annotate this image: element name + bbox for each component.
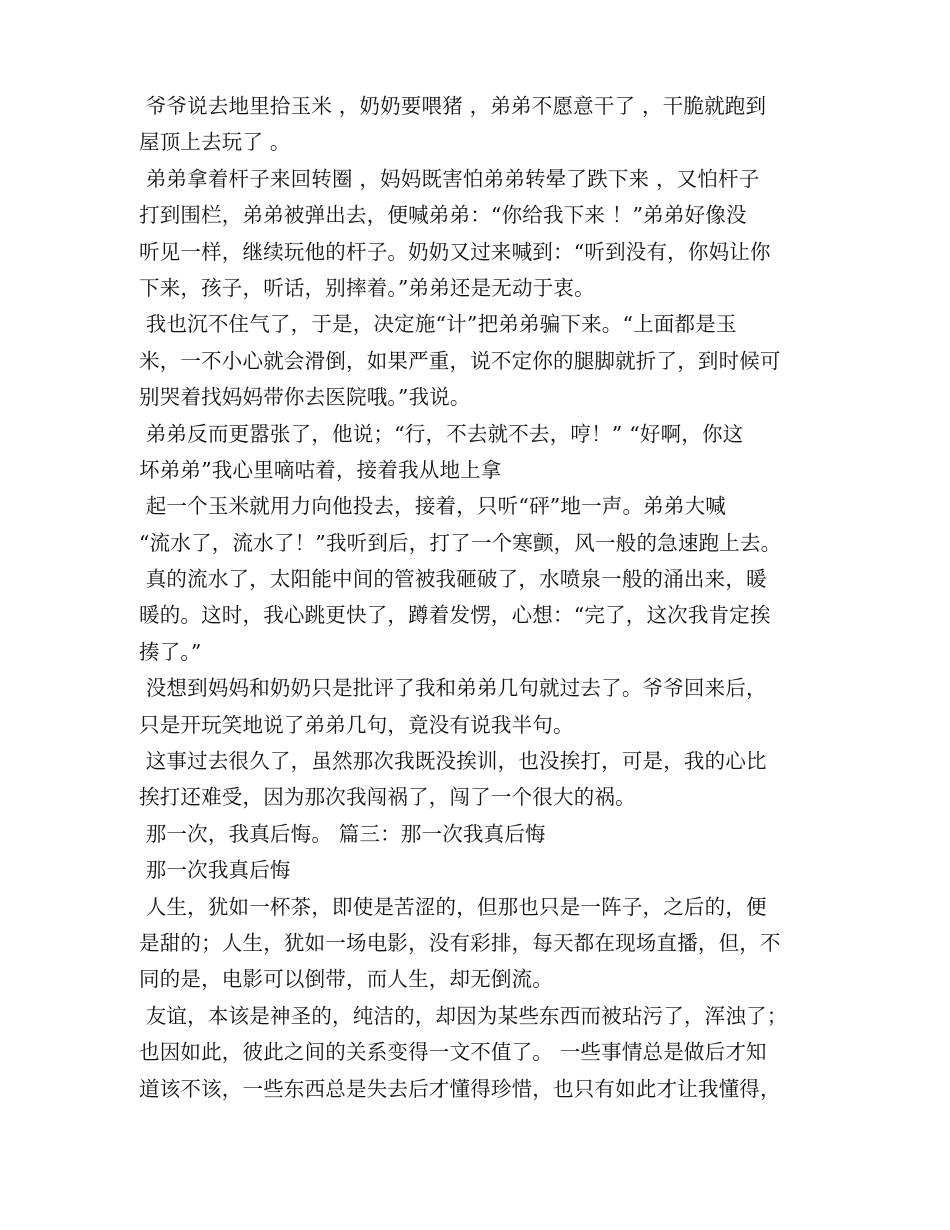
text-line: 只是开玩笑地说了弟弟几句，竟没有说我半句。 [139, 712, 574, 737]
text-line: 起一个玉米就用力向他投去，接着，只听“砰”地一声。弟弟大喊 [139, 494, 726, 519]
text-line: 同的是，电影可以倒带，而人生，却无倒流。 [139, 967, 553, 992]
text-line: 屋顶上去玩了 。 [139, 130, 291, 155]
text-line: 人生，犹如一杯茶，即使是苦涩的，但那也只是一阵子，之后的，便 [139, 894, 767, 919]
text-line: 那一次，我真后悔。 篇三：那一次我真后悔 [139, 821, 546, 846]
text-line: 道该不该，一些东西总是失去后才懂得珍惜，也只有如此才让我懂得， [139, 1076, 781, 1101]
essay-body [139, 88, 819, 1107]
text-line: 坏弟弟”我心里嘀咕着，接着我从地上拿 [139, 457, 502, 482]
text-line: 揍了。” [139, 639, 202, 664]
text-line: “流水了，流水了！”我听到后，打了一个寒颤，风一般的急速跑上去。 [139, 530, 782, 555]
text-line: 我也沉不住气了，于是，决定施“计”把弟弟骗下来。“上面都是玉 [139, 312, 737, 337]
text-line: 没想到妈妈和奶奶只是批评了我和弟弟几句就过去了。爷爷回来后， [139, 676, 767, 701]
text-line: 这事过去很久了，虽然那次我既没挨训，也没挨打，可是，我的心比 [139, 749, 767, 774]
text-line: 真的流水了，太阳能中间的管被我砸破了，水喷泉一般的涌出来，暖 [139, 567, 767, 592]
text-line: 也因如此，彼此之间的关系变得一文不值了。 一些事情总是做后才知 [139, 1040, 767, 1065]
text-line: 是甜的；人生，犹如一场电影，没有彩排，每天都在现场直播，但，不 [139, 930, 781, 955]
text-line: 听见一样，继续玩他的杆子。奶奶又过来喊到：“听到没有，你妈让你 [139, 239, 771, 264]
text-line: 打到围栏，弟弟被弹出去，便喊弟弟：“你给我下来 ！”弟弟好像没 [139, 203, 747, 228]
text-line: 暖的。这时，我心跳更快了，蹲着发愣，心想：“完了，这次我肯定挨 [139, 603, 771, 628]
text-line: 下来，孩子，听话，别摔着。”弟弟还是无动于衷。 [139, 275, 595, 300]
text-line: 那一次我真后悔 [139, 858, 291, 883]
text-line: 弟弟反而更嚣张了，他说；“行，不去就不去，哼！” “好啊，你这 [139, 421, 744, 446]
text-line: 爷爷说去地里拾玉米 ，奶奶要喂猪 ，弟弟不愿意干了 ，干脆就跑到 [139, 94, 767, 118]
text-line: 米，一不小心就会滑倒，如果严重，说不定你的腿脚就折了，到时候可 [139, 348, 781, 373]
text-line: 挨打还难受，因为那次我闯祸了，闯了一个很大的祸。 [139, 785, 636, 810]
text-line: 友谊，本该是神圣的，纯洁的，却因为某些东西而被玷污了，浑浊了； [139, 1003, 788, 1028]
text-line: 弟弟拿着杆子来回转圈 ，妈妈既害怕弟弟转晕了跌下来 ，又怕杆子 [139, 166, 760, 191]
text-line: 别哭着找妈妈带你去医院哦。”我说。 [139, 385, 471, 410]
